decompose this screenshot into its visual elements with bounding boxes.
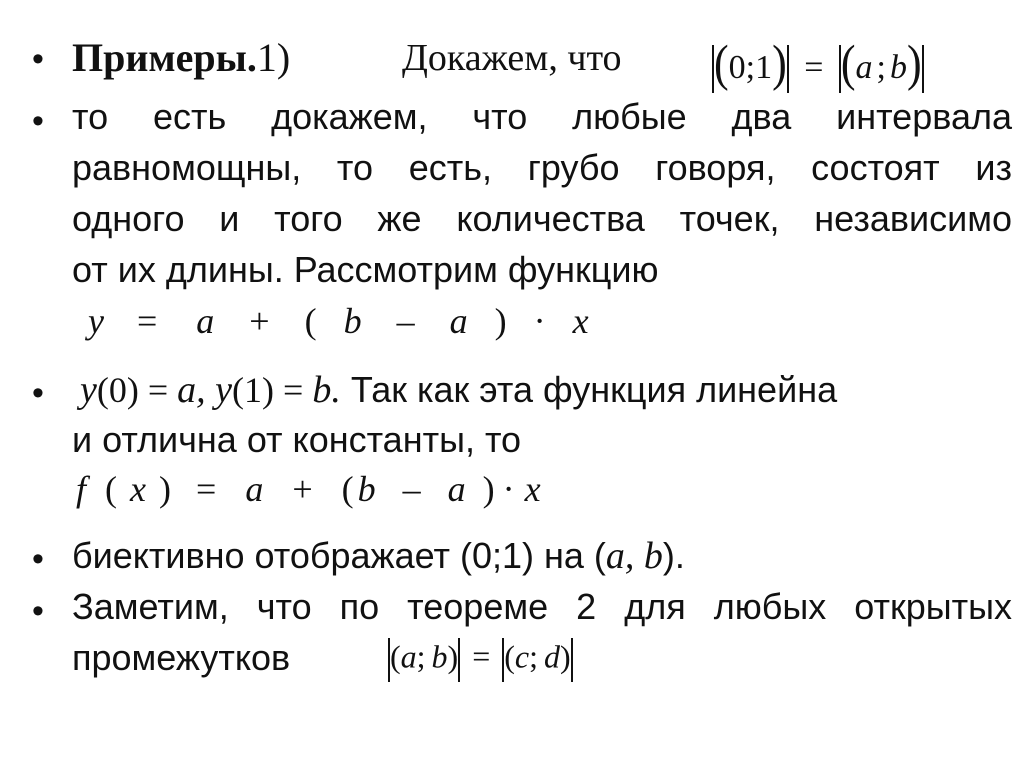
bullet-2: • <box>32 102 44 140</box>
comma: , <box>196 369 216 411</box>
comma: , <box>624 535 644 577</box>
left-paren: ( <box>341 469 354 509</box>
minus-sign: – <box>396 301 415 341</box>
var-d: d <box>544 638 560 675</box>
period: . <box>331 369 341 411</box>
right-paren: ) <box>494 301 507 341</box>
var-b: b <box>431 638 448 675</box>
var-y: y <box>215 369 233 411</box>
theorem-line-1: Заметим, что по теореме 2 для любых открытых <box>72 586 1012 627</box>
equals-sign: = <box>136 301 158 341</box>
var-f: f <box>76 469 87 509</box>
paragraph-line-3: одного и того же количества точек, независимо <box>72 198 1012 239</box>
bullet-1: • <box>32 40 44 78</box>
var-a: a <box>447 469 466 509</box>
var-b: b <box>343 301 362 341</box>
multiply-dot: · <box>502 469 515 509</box>
abs-bar-icon <box>922 45 924 93</box>
linear-function-line-2: и отлична от константы, то <box>72 419 522 460</box>
abs-bar-icon <box>458 638 460 682</box>
semicolon: ; <box>416 638 426 675</box>
equals-sign: = <box>472 638 491 675</box>
paragraph-line-4: от их длины. Рассмотрим функцию <box>72 249 659 290</box>
semicolon: ; <box>876 49 886 86</box>
var-a: a <box>605 535 625 577</box>
var-b: b <box>889 49 907 86</box>
closing-paren: ). <box>662 535 685 576</box>
var-y: y <box>88 301 104 341</box>
left-paren: ( <box>105 469 118 509</box>
bijective-map-text <box>72 534 685 578</box>
plus-sign: + <box>249 301 270 341</box>
var-x: x <box>572 301 589 341</box>
examples-term: Примеры. <box>72 35 257 80</box>
function-formula <box>88 300 589 342</box>
var-a: a <box>177 369 197 411</box>
var-b: b <box>312 369 332 411</box>
abs-bar-icon <box>571 638 573 682</box>
var-a: a <box>196 301 215 341</box>
example-number: 1) <box>256 35 291 80</box>
formula-cardinality-equal: (0;1) = (a ; b) <box>714 35 922 92</box>
arg-one: (1) <box>232 370 275 410</box>
var-x: x <box>524 469 541 509</box>
var-a: a <box>245 469 264 509</box>
bullet-4: • <box>32 540 44 578</box>
multiply-dot: · <box>533 301 546 341</box>
var-b: b <box>643 535 663 577</box>
var-a: a <box>449 301 468 341</box>
minus-sign: – <box>402 469 421 509</box>
interval-0-1: 0;1 <box>728 49 773 86</box>
semicolon: ; <box>529 638 538 675</box>
left-paren: ( <box>304 301 317 341</box>
examples-heading <box>72 34 290 81</box>
equals-sign: = <box>196 469 217 509</box>
abs-bar-icon <box>787 45 789 93</box>
arg-zero: (0) <box>96 370 139 410</box>
paragraph-line-2: равномощны, то есть, грубо говоря, состоят из <box>72 147 1012 188</box>
right-paren: ) <box>482 469 495 509</box>
var-a: a <box>400 638 417 675</box>
equals-sign: = <box>274 370 313 410</box>
linear-text: Так как эта функция линейна <box>340 369 838 410</box>
var-a: a <box>855 49 873 86</box>
equals-sign: = <box>138 370 178 410</box>
bijection-formula <box>76 468 541 510</box>
bijective-text: биективно отображает (0;1) на ( <box>72 535 606 576</box>
intervals-cardinality-formula: (a; b) = (c; d) <box>388 638 573 682</box>
plus-sign: + <box>292 469 313 509</box>
equals-sign: = <box>804 49 824 86</box>
bullet-3: • <box>32 374 44 412</box>
theorem-line-2: промежутков <box>72 637 291 678</box>
var-c: c <box>514 638 530 675</box>
bullet-5: • <box>32 592 44 630</box>
right-paren: ) <box>159 469 171 509</box>
var-x: x <box>130 469 146 509</box>
paragraph-line-1: то есть докажем, что любые два интервала <box>72 96 1012 137</box>
var-y: y <box>80 369 97 411</box>
var-b: b <box>357 469 376 509</box>
linear-function-line-1 <box>72 368 1012 412</box>
prove-text: Докажем, что <box>402 37 622 79</box>
